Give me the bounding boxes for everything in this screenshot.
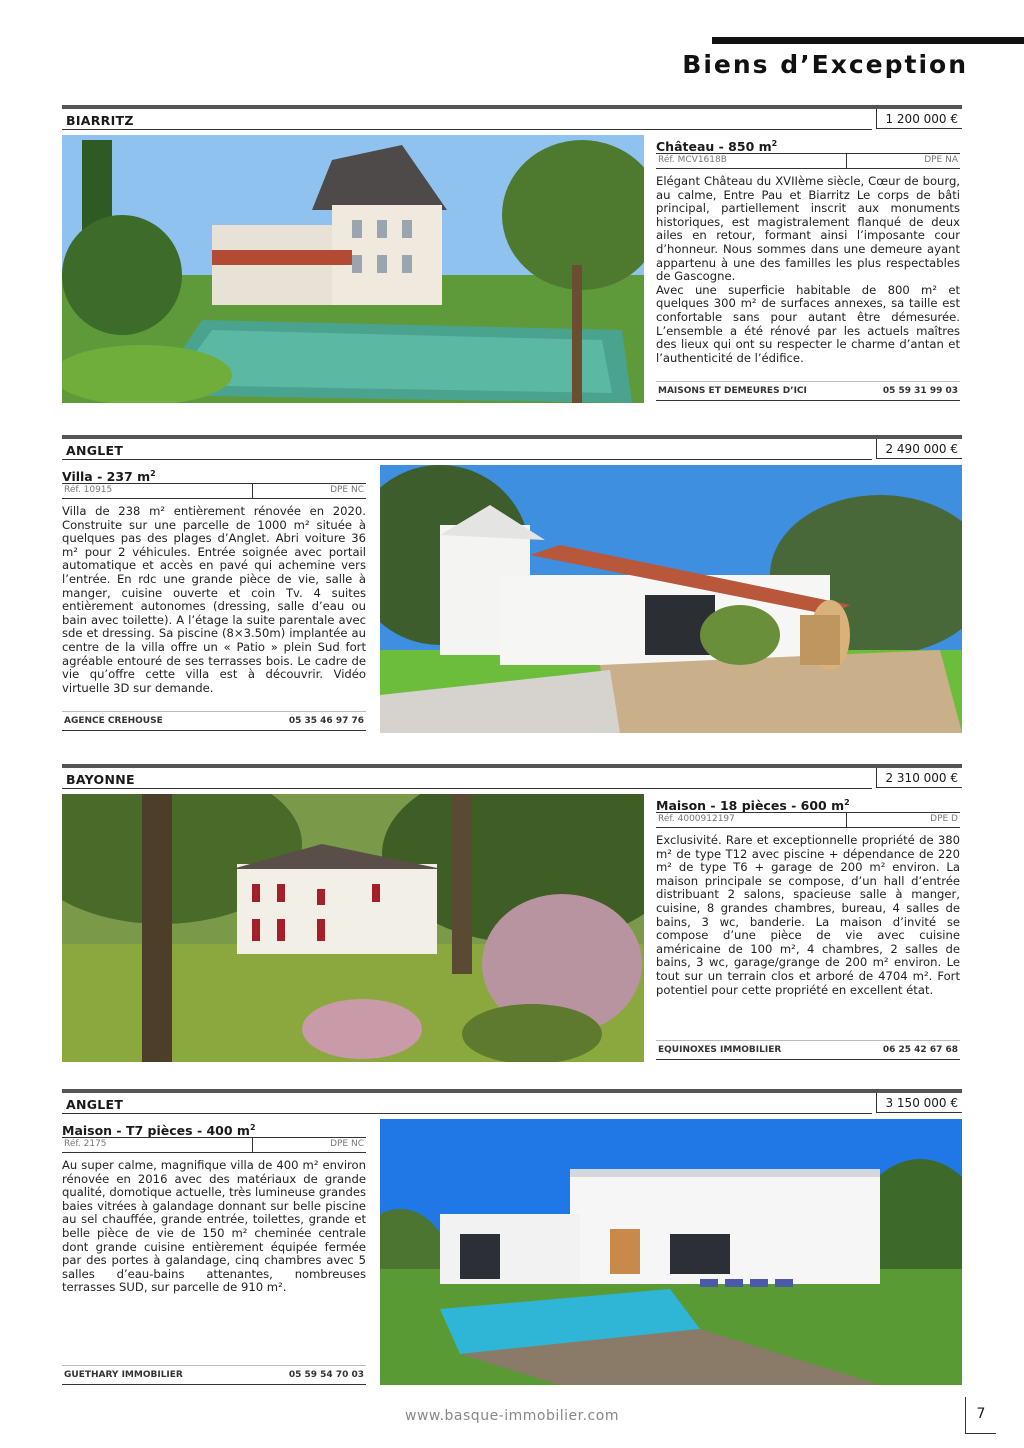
listing-info [656, 794, 960, 997]
dpe-rating: DPE NC [330, 1139, 364, 1149]
header-accent-bar [712, 37, 1024, 44]
property-description: Au super calme, magnifique villa de 400 m² environ rénovée en 2016 avec des matériaux de grande qualité, domotique actuelle, très lumineuse grandes baies vitrées à galandage donnant sur belle piscine au sel chauffée, grande entrée, toilettes, grande et belle pièce de vie de 150 m² cheminée centrale dont grande cuisine entièrement équipée fermée par des portes à galandage, cinq chambres avec 5 salles d’eau-bains attenantes, nombreuses terrasses SUD, sur parcelle de 910 m². [62, 1158, 366, 1295]
listing-bayonne [62, 764, 962, 1064]
reference-number: Réf. MCV1618B [658, 155, 727, 165]
price-tag: 2 310 000 € [876, 768, 962, 788]
property-photo [62, 794, 644, 1062]
property-description: Villa de 238 m² entièrement rénovée en 2020. Construite sur une parcelle de 1000 m² située à quelques pas des plages d’Anglet. Abri voiture 36 m² pour 2 véhicules. Entrée soignée avec portail automatique et accès en pavé qui achemine vers l’entrée. En rdc une grande pièce de vie, salle à manger, cuisine ouverte et coin Tv. 4 suites entièrement autonomes (dressing, salle d’eau ou bain avec toilette). A l’étage la suite parentale avec sde et dressing. Sa piscine (8×3.50m) implantée au centre de la villa offre un « Patio » plein Sud fort agréable entouré de ses terrasses bois. Le cadre de vie qu’offre cette villa est à découvrir. Vidéo virtuelle 3D sur demande. [62, 504, 366, 695]
reference-number: Réf. 2175 [64, 1139, 107, 1149]
property-photo [380, 465, 962, 733]
property-title: Maison - T7 pièces - 400 $m^2$ [62, 1123, 256, 1139]
ref-divider [846, 154, 847, 168]
listing-anglet-villa [62, 435, 962, 735]
section-rule [62, 105, 962, 109]
agency-name: GUETHARY IMMOBILIER [64, 1370, 183, 1380]
listing-biarritz [62, 105, 962, 405]
agency-row [62, 1365, 366, 1385]
agency-row [656, 381, 960, 401]
city-label: BIARRITZ [66, 113, 134, 128]
dpe-rating: DPE D [930, 814, 958, 824]
ref-divider [252, 1138, 253, 1152]
dpe-rating: DPE NC [330, 485, 364, 495]
page-number: 7 [965, 1397, 996, 1434]
agency-phone: 06 25 42 67 68 [882, 1045, 958, 1055]
property-description: Elégant Château du XVIIème siècle, Cœur de bourg, au calme, Entre Pau et Biarritz Le corps de bâti principal, partiellement inscrit aux monuments historiques, est magistralement flanqué de deux ailes en retour, formant ainsi l’imposante cour d’honneur. Nous sommes dans une demeure ayant appartenu à une des familles les plus respectables de Gascogne. Avec une superficie habitable de 800 m² et quelques 300 m² de surfaces annexes, sa taille est confortable sans pour autant être démesurée. L’ensemble a été rénové par les actuels maîtres des lieux qui ont su respecter le charme d’antan et l’authenticité de l’édifice. [656, 174, 960, 365]
property-title: Villa - 237 $m^2$ [62, 469, 156, 485]
agency-row [656, 1040, 960, 1060]
page-title: Biens d’Exception [682, 50, 968, 79]
website-footer: www.basque-immobilier.com [405, 1408, 619, 1424]
price-tag: 1 200 000 € [876, 109, 962, 129]
section-rule [62, 1089, 962, 1093]
listing-info [62, 465, 366, 695]
price-tag: 3 150 000 € [876, 1093, 962, 1113]
listing-anglet-maison [62, 1089, 962, 1389]
reference-number: Réf. 10915 [64, 485, 113, 495]
agency-phone: 05 59 31 99 03 [882, 386, 958, 396]
reference-row [62, 1137, 366, 1153]
property-title: Château - 850 $m^2$ [656, 139, 778, 155]
listing-info [656, 135, 960, 365]
agency-phone: 05 35 46 97 76 [288, 716, 364, 726]
property-description: Exclusivité. Rare et exceptionnelle propriété de 380 m² de type T12 avec piscine + dépendance de 220 m² de type T6 + garage de 200 m² environ. La maison principale se compose, d’un hall d’entrée distribuant 2 salons, spacieuse salle à manger, cuisine, 8 grandes chambres, bureau, 4 salles de bains, 3 wc, banderie. La maison d’invité se compose d’une pièce de vie avec cuisine américaine de 100 m², 4 chambres, 2 salles de bains, 3 wc, garage/grange de 200 m² environ. Le tout sur un terrain clos et arboré de 4704 m². Fort potentiel pour cette propriété en excellent état. [656, 833, 960, 997]
section-rule [62, 435, 962, 439]
agency-phone: 05 59 54 70 03 [288, 1370, 364, 1380]
agency-name: MAISONS ET DEMEURES D’ICI [658, 386, 807, 396]
property-title: Maison - 18 pièces - 600 $m^2$ [656, 798, 850, 814]
city-underline [62, 1113, 872, 1114]
dpe-rating: DPE NA [924, 155, 958, 165]
price-tag: 2 490 000 € [876, 439, 962, 459]
property-photo [62, 135, 644, 403]
listing-info [62, 1119, 366, 1295]
city-underline [62, 788, 872, 789]
city-label: ANGLET [66, 443, 124, 458]
agency-row [62, 711, 366, 731]
reference-row [62, 483, 366, 499]
ref-divider [846, 813, 847, 827]
agency-name: AGENCE CREHOUSE [64, 716, 163, 726]
city-label: BAYONNE [66, 772, 135, 787]
city-underline [62, 459, 872, 460]
agency-name: EQUINOXES IMMOBILIER [658, 1045, 782, 1055]
property-photo [380, 1119, 962, 1385]
ref-divider [252, 484, 253, 498]
city-label: ANGLET [66, 1097, 124, 1112]
city-underline [62, 129, 872, 130]
reference-number: Réf. 4000912197 [658, 814, 735, 824]
reference-row [656, 153, 960, 169]
section-rule [62, 764, 962, 768]
reference-row [656, 812, 960, 828]
